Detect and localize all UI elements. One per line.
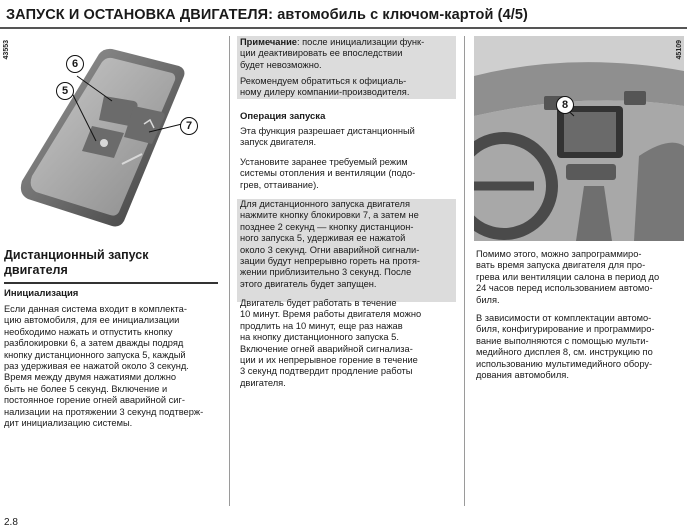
- setup-text: Установите заранее требуемый режим системы отопления и вентиляции (подо- грев, оттаивание).: [240, 157, 416, 190]
- note-text: [240, 37, 454, 71]
- heading-line-1: Дистанционный запуск: [4, 248, 149, 262]
- recommend-text: Рекомендуем обратиться к официаль- ному дилеру компании-производителя.: [240, 76, 410, 98]
- air-vent-right: [624, 91, 646, 105]
- figure-code-right: 45109: [676, 40, 683, 60]
- title-subtitle: автомобиль с ключом-картой (4/5): [277, 7, 528, 23]
- callout-8: 8: [556, 96, 574, 114]
- initialization-heading: Инициализация: [4, 288, 79, 299]
- passenger-seat: [634, 143, 684, 241]
- page-title: [6, 7, 686, 23]
- header-rule: [0, 27, 687, 29]
- heading-rule: [4, 282, 218, 284]
- column-divider-right: [464, 36, 465, 506]
- page-number: 2.8: [4, 517, 18, 528]
- remote-start-text: Для дистанционного запуска двигателя нажмите кнопку блокировки 7, а затем не позднее 2 секунд — кнопку дистанцион- ного запуска 5, удерживая ее нажатой около 3 секунд. Огни аварийной сигнали- зации будут непрерывно гореть на протя- жении приблизительно 3 секунд. После этого двигатель будет запущен.: [240, 199, 420, 289]
- run-duration-text: Двигатель будет работать в течение 10 минут. Время работы двигателя можно продлить на 10 минут, еще раз нажав на кнопку дистанционного запуска 5. Включение огней аварийной сигнализа- ции и их непрерывное горение в течение 3 секунд подтвердит продление работы двигателя.: [240, 298, 422, 388]
- note-body: : после инициализации функ- ции деактивировать ее впоследствии будет невозможно.: [240, 37, 425, 70]
- column-divider-left: [229, 36, 230, 506]
- callout-7: 7: [180, 117, 198, 135]
- climate-controls: [566, 164, 616, 180]
- key-card-figure: [4, 36, 218, 241]
- operation-heading: Операция запуска: [240, 111, 326, 122]
- configuration-text: В зависимости от комплектации автомо- биля, конфигурирование и программиро- вание выполняются с помощью мульти- медийного дисплея 8, см. инструкцию по использованию мультимедийного обору- дования автомобиля.: [476, 313, 655, 381]
- figure-code-left: 43553: [3, 40, 10, 60]
- heading-line-2: двигателя: [4, 263, 68, 277]
- callout-5: 5: [56, 82, 74, 100]
- programming-text: Помимо этого, можно запрограммиро- вать время запуска двигателя для про- грева или вентиляции салона в период до 24 часов перед использованием автомо- биля.: [476, 249, 660, 305]
- operation-text: Эта функция разрешает дистанционный запуск двигателя.: [240, 126, 415, 148]
- card-button-symbol: [100, 139, 108, 147]
- title-main: ЗАПУСК И ОСТАНОВКА ДВИГАТЕЛЯ:: [6, 7, 274, 23]
- callout-6: 6: [66, 55, 84, 73]
- key-card-illustration: [4, 36, 218, 241]
- note-label: Примечание: [240, 37, 297, 47]
- multimedia-display-screen: [564, 112, 616, 152]
- initialization-paragraph: Если данная система входит в комплекта- цию автомобиля, для ее инициализации необходимо нажать и отпустить кнопку разблокировки 6, а затем дважды подряд кнопку дистанционного запуска 5, каждый раз удерживая ее нажатой около 3 секунд. Время между двумя нажатиями должно быть не более 5 секунд. Включение и постоянное горение огней аварийной сиг- нализации на протяжении 3 секунд подтверж- дит инициализацию системы.: [4, 304, 204, 429]
- dashboard-illustration: [474, 36, 684, 241]
- dashboard-figure: [474, 36, 684, 241]
- section-heading: [4, 248, 218, 278]
